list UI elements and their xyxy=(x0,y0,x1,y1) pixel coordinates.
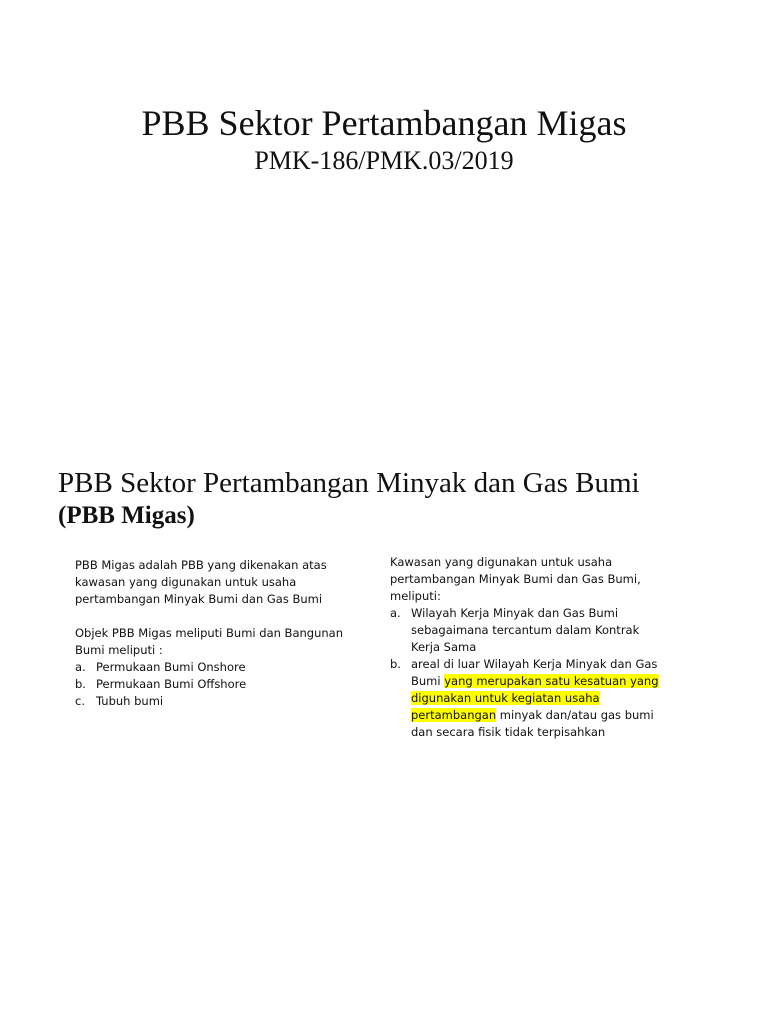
list-item-line: sebagaimana tercantum dalam Kontrak xyxy=(411,623,640,637)
list-marker: a. xyxy=(390,606,401,620)
highlighted-text: pertambangan xyxy=(411,708,497,722)
objek-line: Objek PBB Migas meliputi Bumi dan Bangunan xyxy=(75,626,343,640)
list-marker: b. xyxy=(390,657,401,671)
list-item-line: dan secara fisik tidak terpisahkan xyxy=(411,725,606,739)
plain-text: minyak dan/atau gas bumi xyxy=(496,708,654,722)
list-item-a xyxy=(390,605,670,656)
list-item-line: Kerja Sama xyxy=(411,640,477,654)
definition-line: PBB Migas adalah PBB yang dikenakan atas xyxy=(75,558,327,572)
definition-line: kawasan yang digunakan untuk usaha xyxy=(75,575,297,589)
highlighted-text: digunakan untuk kegiatan usaha xyxy=(411,691,600,705)
list-item-line xyxy=(411,707,670,724)
slide1-title: PBB Sektor Pertambangan Migas xyxy=(141,103,627,143)
list-item-line xyxy=(411,690,670,707)
slide1-subtitle: PMK-186/PMK.03/2019 xyxy=(254,146,514,175)
definition-line: pertambangan Minyak Bumi dan Gas Bumi xyxy=(75,592,323,606)
intro-line: pertambangan Minyak Bumi dan Gas Bumi, xyxy=(390,572,641,586)
list-item xyxy=(75,659,365,676)
slide2-title: PBB Sektor Pertambangan Minyak dan Gas Bumi xyxy=(58,467,640,499)
right-column xyxy=(390,554,670,741)
list-item xyxy=(75,676,365,693)
list-item xyxy=(75,693,365,710)
list-item-line: areal di luar Wilayah Kerja Minyak dan Gas xyxy=(411,657,658,671)
list-marker: b. xyxy=(75,677,86,691)
highlighted-text: yang merupakan satu kesatuan yang xyxy=(444,674,659,688)
intro-line: Kawasan yang digunakan untuk usaha xyxy=(390,555,613,569)
list-marker: a. xyxy=(75,660,86,674)
left-column xyxy=(75,557,365,710)
slide2-subtitle: (PBB Migas) xyxy=(58,502,195,529)
list-item-text: Tubuh bumi xyxy=(96,694,164,708)
plain-text: Bumi xyxy=(411,674,445,688)
list-item-line xyxy=(411,673,670,690)
list-item-b xyxy=(390,656,670,741)
list-item-line: Wilayah Kerja Minyak dan Gas Bumi xyxy=(411,606,619,620)
list-item-text: Permukaan Bumi Onshore xyxy=(96,660,246,674)
objek-line: Bumi meliputi : xyxy=(75,643,163,657)
intro-line: meliputi: xyxy=(390,589,441,603)
list-item-text: Permukaan Bumi Offshore xyxy=(96,677,247,691)
list-marker: c. xyxy=(75,694,85,708)
